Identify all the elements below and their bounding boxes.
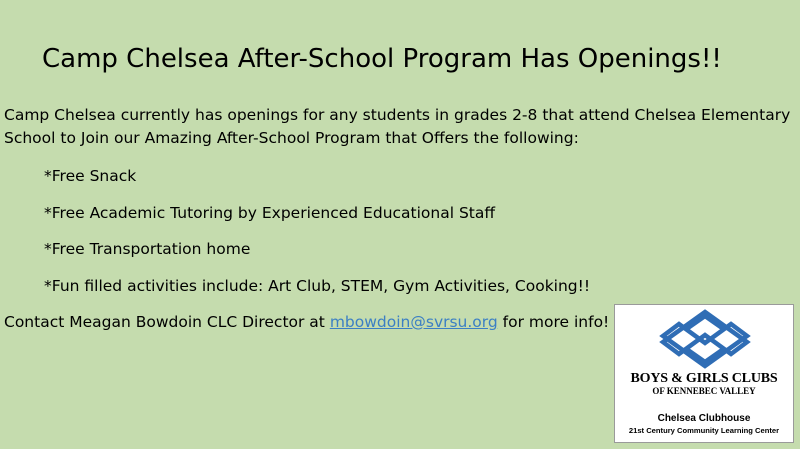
list-item: *Free Academic Tutoring by Experienced Educational Staff [44, 203, 496, 222]
club-name: Chelsea Clubhouse [657, 413, 751, 424]
club-logo [614, 304, 794, 443]
page-title: Camp Chelsea After-School Program Has Openings!! [42, 44, 722, 74]
email-link[interactable]: mbowdoin@svrsu.org [329, 313, 498, 331]
contact-prefix: Contact Meagan Bowdoin CLC Director at [4, 313, 330, 331]
list-item: *Fun filled activities include: Art Club, STEM, Gym Activities, Cooking!! [44, 276, 591, 295]
contact-line [4, 313, 609, 331]
boys-girls-clubs-hands-icon [655, 308, 755, 370]
club-subtitle: 21st Century Community Learning Center [628, 426, 780, 435]
list-item: *Free Transportation home [44, 240, 251, 258]
contact-suffix: for more info! [497, 313, 610, 331]
org-subtitle: OF KENNEBEC VALLEY [652, 386, 756, 396]
intro-text: Camp Chelsea currently has openings for any students in grades 2-8 that attend Chelsea Elementary School to Join our Amazing After-School Program that Offers the following: [4, 106, 791, 147]
benefits-list [44, 165, 590, 311]
org-name: BOYS & GIRLS CLUBS [630, 371, 778, 386]
list-item: *Free Snack [44, 167, 137, 185]
